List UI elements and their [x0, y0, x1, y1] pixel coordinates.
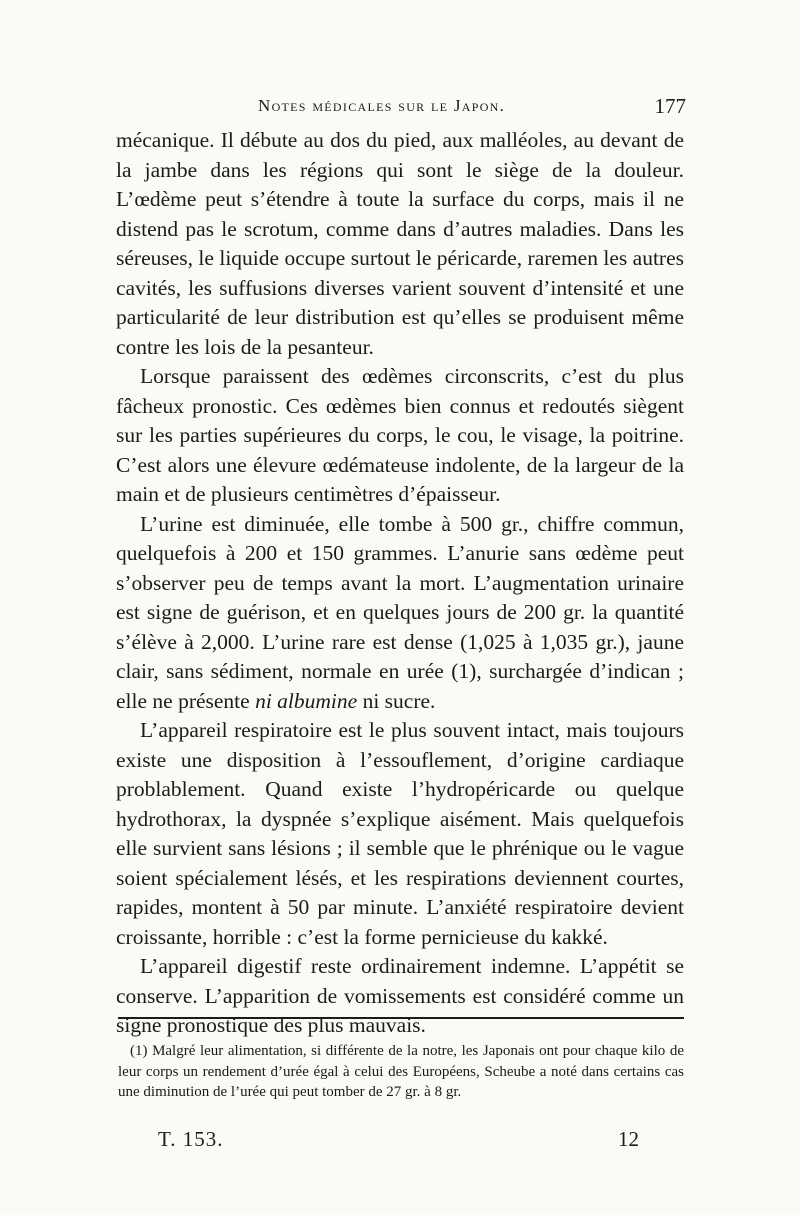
paragraph-digestive: L’appareil digestif reste ordinairement indemne. L’appétit se conserve. L’apparition de vomissements est considéré comme un signe pronostique des plus mauvais.: [116, 954, 684, 1037]
printer-signature-mark: T. 153.: [158, 1127, 224, 1151]
running-title: Notes médicales sur le Japon.: [258, 96, 506, 115]
body-text: [116, 126, 684, 1041]
urine-text-before: L’urine est diminuée, elle tombe à 500 gr., chiffre commun, quelquefois à 200 et 150 grammes. L’anurie sans œdème peut s’observer peu de temps avant la mort. L’augmentation urinaire est signe de guérison, et en quelques jours de 200 gr. la quantité s’élève à 2,000. L’urine rare est dense (1,025 à 1,035 gr.), jaune clair, sans sédiment, normale en urée (1), surchargée d’indican ; elle ne présente: [116, 511, 684, 713]
printer-signature-number: 12: [618, 1127, 639, 1151]
footnote: (1) Malgré leur alimentation, si différente de la notre, les Japonais ont pour chaque kilo de leur corps un rendement d’urée égal à celui des Européens, Scheube a noté dans certains cas une diminution de l’urée qui peut tomber de 27 gr. à 8 gr.: [118, 1043, 684, 1100]
paragraph-respiratory: L’appareil respiratoire est le plus souvent intact, mais toujours existe une disposition à l’essouflement, d’origine cardiaque problablement. Quand existe l’hydropéricarde ou quelque hydrothorax, la dyspnée s’explique aisément. Mais quelquefois elle survient sans lésions ; il semble que le phrénique ou le vague soient spécialement lésés, et les respirations deviennent courtes, rapides, montent à 50 par minute. L’anxiété respiratoire devient croissante, horrible : c’est la forme pernicieuse du kakké.: [116, 718, 684, 949]
paragraph-circumscribed-edema: Lorsque paraissent des œdèmes circonscrits, c’est du plus fâcheux pronostic. Ces œdèmes bien connus et redoutés siègent sur les parties supérieures du corps, le cou, le visage, la poitrine. C’est alors une élevure œdémateuse indolente, de la largeur de la main et de plusieurs centimètres d’épaisseur.: [116, 364, 684, 506]
paragraph-edema-continuation: mécanique. Il débute au dos du pied, aux malléoles, au devant de la jambe dans les régions qui sont le siège de la douleur. L’œdème peut s’étendre à toute la surface du corps, mais il ne distend pas le scrotum, comme dans d’autres maladies. Dans les séreuses, le liquide occupe surtout le péricarde, raremen les autres cavités, les suffusions diverses varient souvent d’intensité et une particularité de leur distribution est qu’elles se produisent même contre les lois de la pesanteur.: [116, 128, 684, 359]
paragraph-urine: [116, 510, 684, 717]
running-head: [118, 96, 690, 120]
page-number: 177: [654, 94, 686, 118]
urine-text-italic: ni albumine: [255, 688, 358, 713]
urine-text-after: ni sucre.: [357, 688, 436, 713]
footnote-divider: [118, 1017, 684, 1019]
